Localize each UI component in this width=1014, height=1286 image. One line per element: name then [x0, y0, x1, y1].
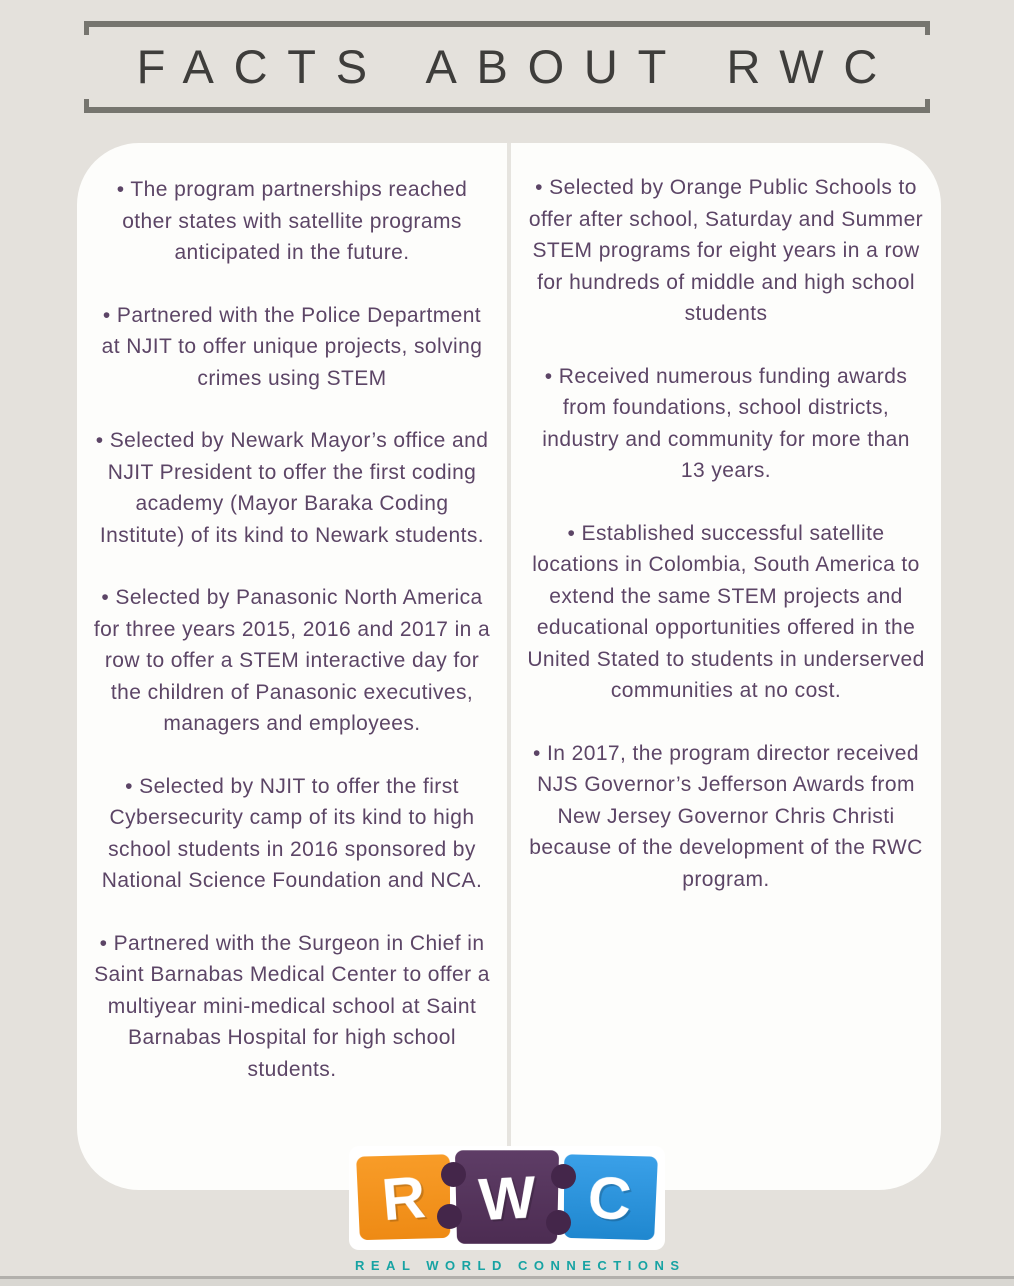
- facts-card: [77, 143, 941, 1190]
- fact-item: • Partnered with the Surgeon in Chief in Saint Barnabas Medical Center to offer a multiyear mini-medical school at Saint Barnabas Hospital for high school students.: [94, 931, 490, 1081]
- fact-item: • In 2017, the program director received NJS Governor’s Jefferson Awards from New Jersey Governor Chris Christi because of the development of the RWC program.: [529, 741, 923, 891]
- fact-item: • Established successful satellite locations in Colombia, South America to extend the same STEM projects and educational opportunities offered in the United Stated to students in underserved communities at no cost.: [527, 521, 925, 702]
- fact-item: • Received numerous funding awards from foundations, school districts, industry and community for more than 13 years.: [542, 364, 910, 482]
- fact-item: • Selected by Orange Public Schools to offer after school, Saturday and Summer STEM programs for eight years in a row for hundreds of middle and high school students: [528, 176, 924, 325]
- puzzle-knob-icon: [437, 1204, 462, 1229]
- logo-letter-c: C: [586, 1162, 635, 1233]
- puzzle-knob-icon: [546, 1210, 571, 1235]
- facts-column-right: [511, 143, 941, 1190]
- fact-item: • Partnered with the Police Department at NJIT to offer unique projects, solving crimes using STEM: [101, 303, 483, 390]
- logo-tagline: REAL WORLD CONNECTIONS: [355, 1258, 686, 1273]
- footer-rule: [0, 1276, 1014, 1286]
- title-bracket-top: [84, 21, 930, 35]
- facts-column-left: [77, 143, 507, 1190]
- fact-item: • The program partnerships reached other states with satellite programs anticipated in the future.: [116, 178, 468, 264]
- rwc-logo-puzzle: [349, 1146, 665, 1250]
- logo-letter-w: W: [476, 1162, 537, 1233]
- rwc-logo: [349, 1146, 686, 1273]
- title-bracket-bottom: [84, 99, 930, 113]
- fact-item: • Selected by Panasonic North America for three years 2015, 2016 and 2017 in a row to offer a STEM interactive day for the children of Panasonic executives, managers and employees.: [93, 586, 491, 735]
- page-title: FACTS ABOUT RWC: [136, 40, 898, 93]
- puzzle-knob-icon: [551, 1164, 576, 1189]
- fact-item: • Selected by NJIT to offer the first Cybersecurity camp of its kind to high school students in 2016 sponsored by National Science Foundation and NCA.: [101, 774, 483, 892]
- logo-letter-r: R: [379, 1162, 428, 1233]
- puzzle-piece-c: [560, 1150, 662, 1244]
- puzzle-knob-icon: [441, 1162, 466, 1187]
- puzzle-piece-r: [352, 1150, 454, 1244]
- fact-item: • Selected by Newark Mayor’s office and NJIT President to offer the first coding academy (Mayor Baraka Coding Institute) of its kind to Newark students.: [95, 429, 489, 547]
- puzzle-piece-w: [451, 1146, 563, 1247]
- title-banner: [84, 21, 930, 113]
